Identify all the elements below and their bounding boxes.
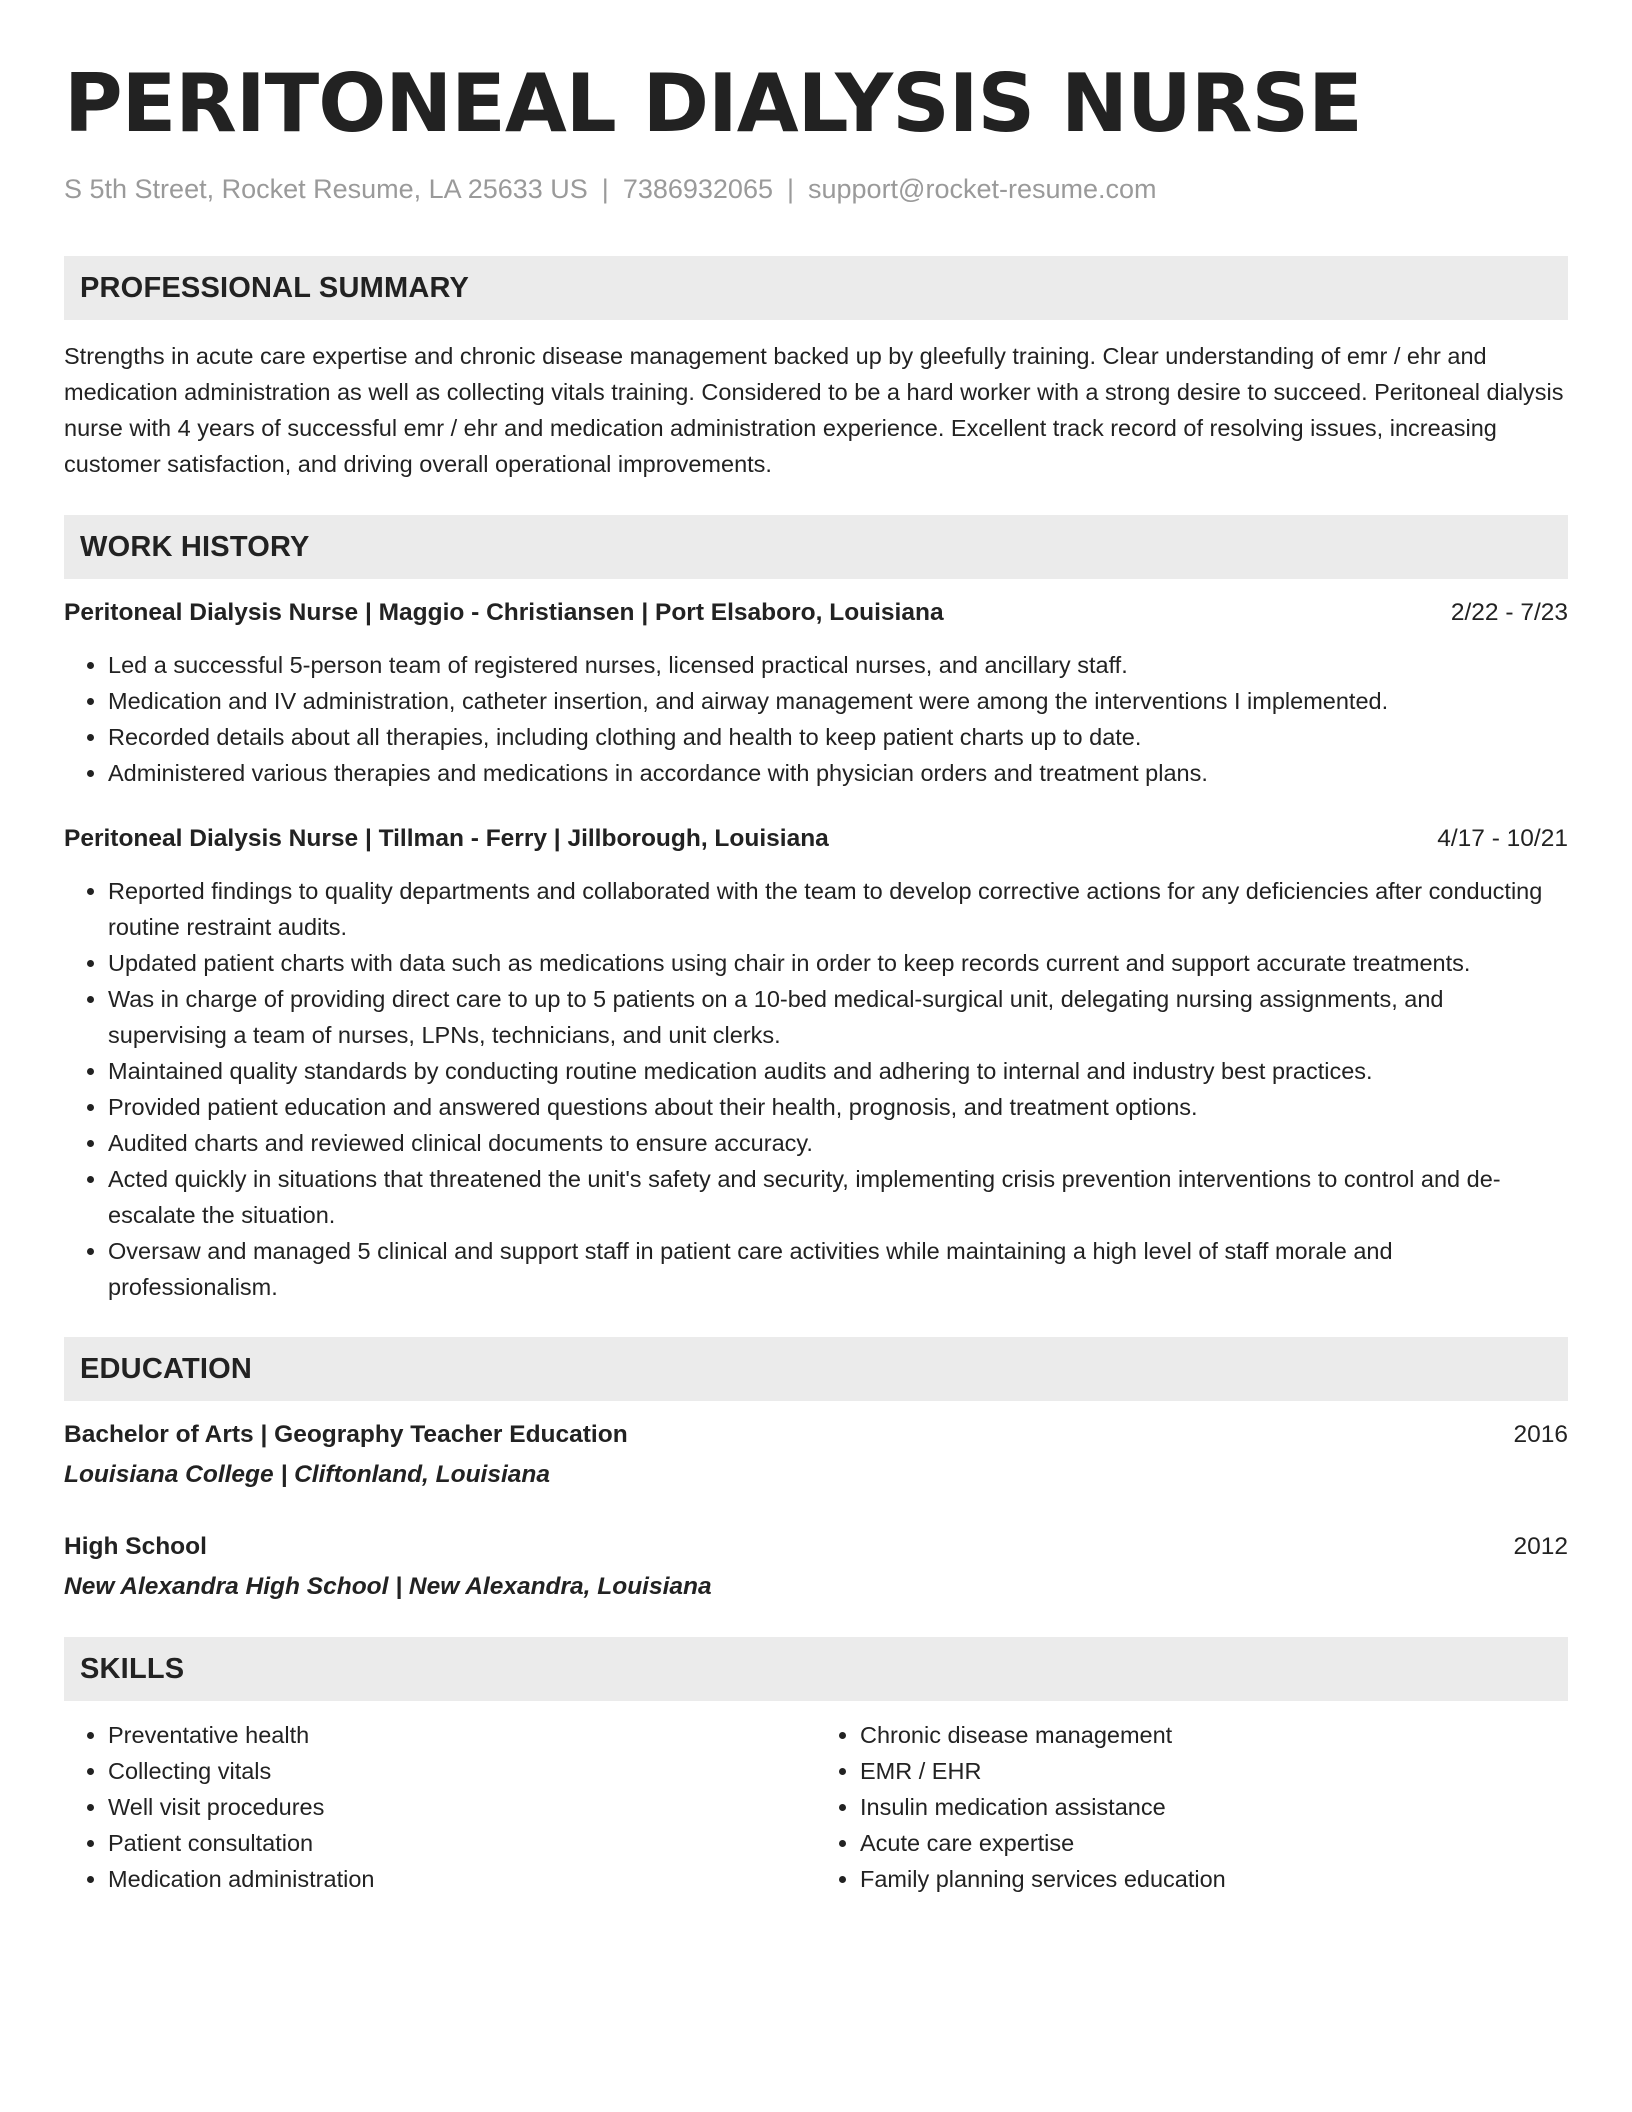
job-bullet: • Was in charge of providing direct care to up to 5 patients on a 10-bed medical-surgical unit, delegating nursing assignments, and supervising a team of nurses, LPNs, technicians, and unit clerks. [108, 981, 1568, 1053]
summary-text: Strengths in acute care expertise and chronic disease management backed up by gleefully training. Clear understanding of emr / ehr and medication administration as well as collecting vitals training. Considered to be a hard worker with a strong desire to succeed. Peritoneal dialysis nurse with 4 years of successful emr / ehr and medication administration experience. Excellent track record of resolving issues, increasing customer satisfaction, and driving overall operational improvements. [64, 343, 1564, 477]
job-entry [64, 595, 1568, 791]
job-bullets [64, 873, 1568, 1305]
job-dates: 2/22 - 7/23 [1450, 599, 1568, 626]
job-bullet: • Recorded details about all therapies, including clothing and health to keep patient charts up to date. [108, 719, 1568, 755]
education-entry [64, 1417, 1568, 1493]
education-year: 2016 [1513, 1421, 1568, 1448]
job-title: Peritoneal Dialysis Nurse | Maggio - Christiansen | Port Elsaboro, Louisiana [64, 599, 944, 626]
education-header [64, 1529, 1568, 1565]
education-header [64, 1417, 1568, 1453]
skill-item: • Chronic disease management [860, 1717, 1568, 1753]
skills-column-right [816, 1717, 1568, 1897]
skills-list [64, 1717, 1568, 1897]
skills-column-left [64, 1717, 816, 1897]
skill-item: • Acute care expertise [860, 1825, 1568, 1861]
education-year: 2012 [1513, 1533, 1568, 1560]
skill-item: • Patient consultation [108, 1825, 816, 1861]
job-header [64, 821, 1568, 857]
skills-heading: SKILLS [64, 1637, 1568, 1701]
job-bullet: • Reported findings to quality departments and collaborated with the team to develop corrective actions for any deficiencies after conducting routine restraint audits. [108, 873, 1568, 945]
job-entry [64, 821, 1568, 1305]
job-bullet: • Provided patient education and answered questions about their health, prognosis, and treatment options. [108, 1089, 1568, 1125]
skill-item: • Preventative health [108, 1717, 816, 1753]
job-title: Peritoneal Dialysis Nurse | Tillman - Ferry | Jillborough, Louisiana [64, 825, 829, 852]
job-bullet: • Acted quickly in situations that threatened the unit's safety and security, implementing crisis prevention interventions to control and de-escalate the situation. [108, 1161, 1568, 1233]
skill-item: • Family planning services education [860, 1861, 1568, 1897]
skill-item: • EMR / EHR [860, 1753, 1568, 1789]
job-bullet: • Led a successful 5-person team of registered nurses, licensed practical nurses, and ancillary staff. [108, 647, 1568, 683]
education-entry [64, 1529, 1568, 1605]
job-bullet: • Maintained quality standards by conducting routine medication audits and adhering to internal and industry best practices. [108, 1053, 1568, 1089]
job-bullet: • Oversaw and managed 5 clinical and support staff in patient care activities while maintaining a high level of staff morale and professionalism. [108, 1233, 1568, 1305]
skill-item: • Medication administration [108, 1861, 816, 1897]
resume-name: PERITONEAL DIALYSIS NURSE [64, 57, 1362, 150]
education-degree: Bachelor of Arts | Geography Teacher Education [64, 1421, 628, 1448]
job-bullet: • Administered various therapies and medications in accordance with physician orders and treatment plans. [108, 755, 1568, 791]
contact-separator: | [601, 174, 609, 204]
education-degree: High School [64, 1533, 207, 1560]
contact-separator: | [786, 174, 794, 204]
contact-line [64, 172, 1568, 206]
skill-item: • Collecting vitals [108, 1753, 816, 1789]
contact-phone: 7386932065 [622, 174, 773, 204]
job-bullet: • Updated patient charts with data such as medications using chair in order to keep records current and support accurate treatments. [108, 945, 1568, 981]
job-bullet: • Audited charts and reviewed clinical documents to ensure accuracy. [108, 1125, 1568, 1161]
skill-item: • Well visit procedures [108, 1789, 816, 1825]
work-history-heading: WORK HISTORY [64, 515, 1568, 579]
education-heading: EDUCATION [64, 1337, 1568, 1401]
contact-email: support@rocket-resume.com [808, 174, 1157, 204]
job-header [64, 595, 1568, 631]
education-school: New Alexandra High School | New Alexandra, Louisiana [64, 1573, 712, 1600]
job-bullets [64, 647, 1568, 791]
education-school: Louisiana College | Cliftonland, Louisiana [64, 1461, 551, 1488]
contact-address: S 5th Street, Rocket Resume, LA 25633 US [64, 174, 588, 204]
skill-item: • Insulin medication assistance [860, 1789, 1568, 1825]
job-bullet: • Medication and IV administration, catheter insertion, and airway management were among the interventions I implemented. [108, 683, 1568, 719]
summary-heading: PROFESSIONAL SUMMARY [64, 256, 1568, 320]
job-dates: 4/17 - 10/21 [1437, 825, 1568, 852]
